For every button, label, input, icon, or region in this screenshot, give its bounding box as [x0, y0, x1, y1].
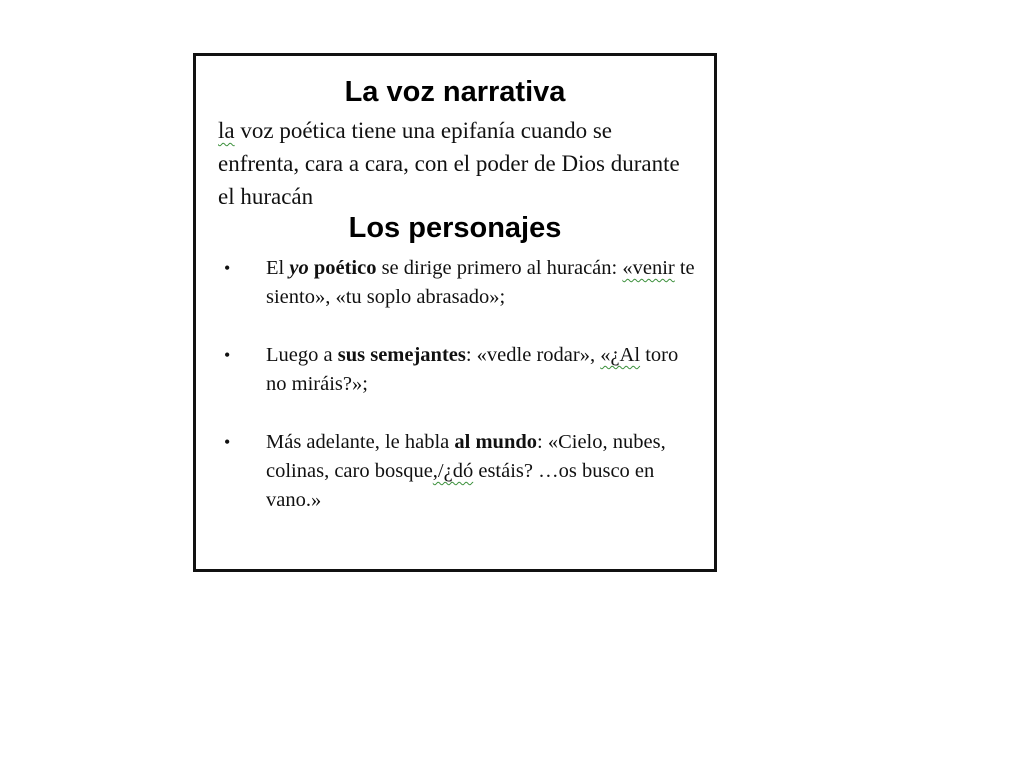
list-item	[218, 428, 698, 515]
bullet-italic-bold: yo	[289, 257, 309, 279]
list-item	[218, 341, 698, 399]
bullet-text: : «Cielo, nubes, colinas, caro bosque	[266, 431, 666, 482]
narrative-paragraph	[218, 114, 698, 213]
bullet-text: te siento», «tu soplo abrasado»;	[266, 257, 695, 308]
spellcheck-word: la	[218, 118, 235, 143]
bullet-text: estáis? …os busco en vano.»	[266, 460, 655, 511]
spellcheck-word: ,/¿dó	[432, 460, 474, 482]
bullet-text: : «vedle rodar»,	[465, 344, 596, 366]
bullet-text: toro no miráis?»;	[266, 344, 679, 395]
list-item	[218, 254, 698, 312]
bullet-text: El	[266, 257, 290, 279]
spellcheck-word: «¿Al	[600, 344, 641, 366]
bullet-text: Más adelante, le habla	[266, 431, 455, 453]
bullet-text: Luego a	[266, 344, 338, 366]
content-box	[193, 53, 717, 572]
heading-los-personajes: Los personajes	[348, 212, 562, 244]
spellcheck-word: «venir	[622, 257, 675, 279]
bullet-bold: poético	[308, 257, 377, 279]
paragraph-text: voz poética tiene una epifanía cuando se enfrenta, cara a cara, con el poder de Dios durante el huracán	[218, 118, 680, 209]
bullet-bold: sus semejantes	[337, 344, 466, 366]
heading-voz-narrativa: La voz narrativa	[344, 76, 566, 108]
bullet-icon: •	[224, 345, 231, 365]
bullet-bold: al mundo	[454, 431, 538, 453]
bullet-icon: •	[224, 258, 231, 278]
characters-list	[218, 254, 698, 544]
bullet-text: se dirige primero al huracán:	[376, 257, 618, 279]
bullet-icon: •	[224, 432, 231, 452]
